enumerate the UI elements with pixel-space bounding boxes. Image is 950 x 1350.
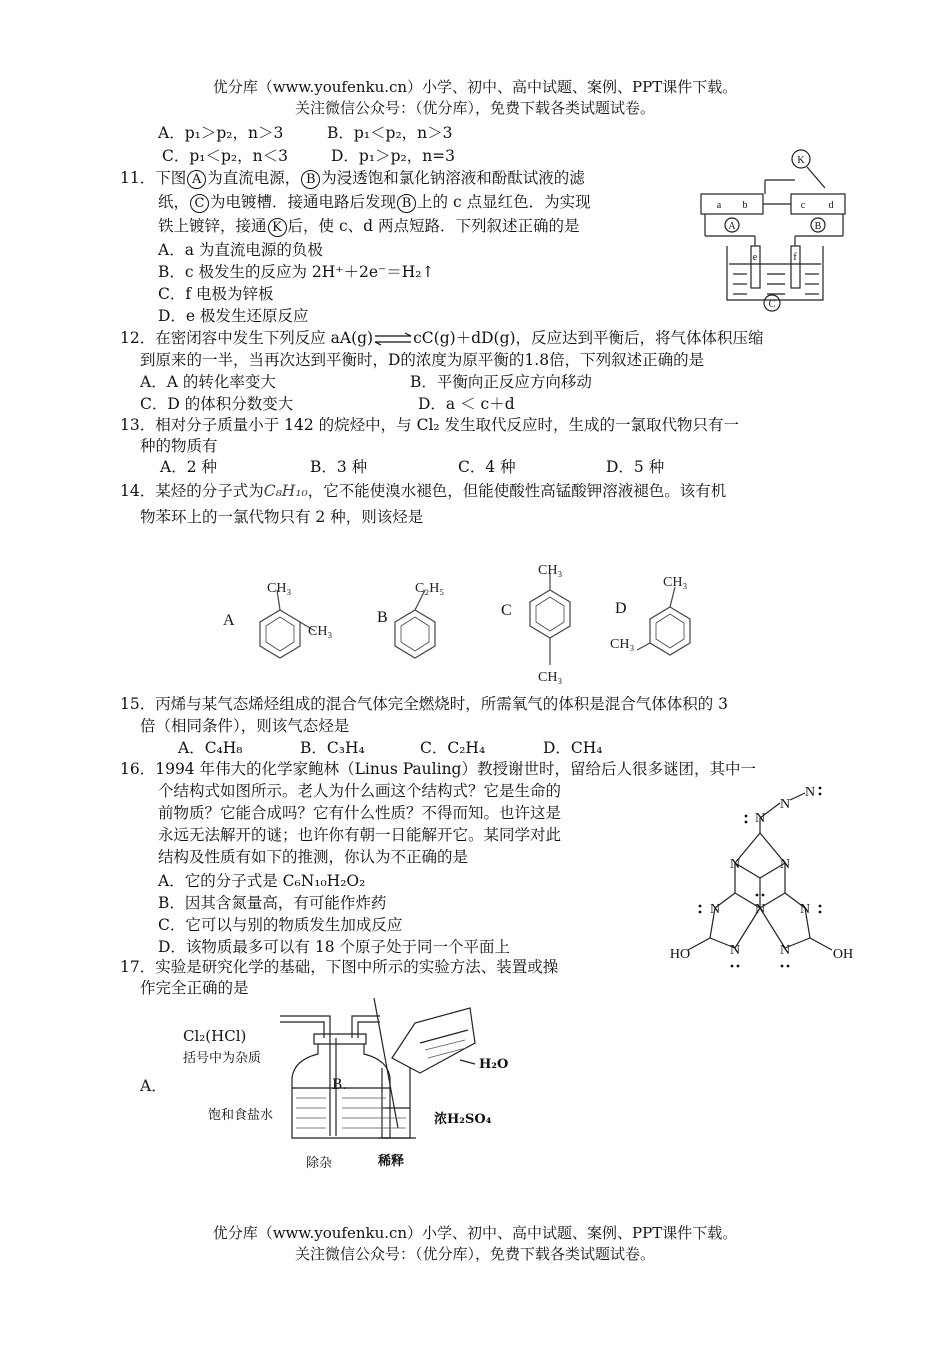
q16-option-d: D．该物质最多可以有 18 个原子处于同一个平面上 bbox=[158, 938, 511, 956]
q17-caption-dilute: 稀释 bbox=[378, 1154, 405, 1169]
q13-option-a: A．2 种 bbox=[160, 458, 217, 476]
q17-water-label: H₂O bbox=[479, 1057, 509, 1072]
diagram-k: K bbox=[797, 155, 805, 166]
q13-option-d: D．5 种 bbox=[606, 458, 665, 476]
diagram-b: b bbox=[742, 200, 748, 211]
q13-option-b: B．3 种 bbox=[310, 458, 368, 476]
q16-option-c: C．它可以与别的物质发生加成反应 bbox=[158, 916, 403, 934]
group-a-1: CH₃ bbox=[267, 581, 292, 596]
atom-oh: OH bbox=[832, 947, 854, 962]
q10-option-c: C．p₁＜p₂，n＜3 bbox=[162, 147, 288, 165]
q15-option-c: C．C₂H₄ bbox=[420, 739, 486, 757]
atom-n-9: N bbox=[779, 797, 791, 812]
q13-option-c: C．4 种 bbox=[458, 458, 516, 476]
q17-gas-label: Cl₂(HCl) bbox=[183, 1027, 247, 1045]
structure-label-c: C bbox=[501, 602, 512, 619]
atom-n-7: N bbox=[729, 943, 741, 958]
q11-line-3: 铁上镀锌，接通 K 后，使 c、d 两点短路．下列叙述正确的是 bbox=[158, 217, 580, 235]
pauling-structure bbox=[660, 778, 860, 974]
q10-option-d: D．p₁＞p₂，n=3 bbox=[331, 147, 456, 165]
q15-line-2: 倍（相同条件），则该气态烃是 bbox=[140, 717, 350, 735]
q16-line-1: 16．1994 年伟大的化学家鲍林（Linus Pauling）教授谢世时，留给后人很多谜团，其中一 bbox=[120, 760, 756, 778]
q16-line-2: 个结构式如图所示。老人为什么画这个结构式？它是生命的 bbox=[158, 782, 562, 800]
atom-n-10: N bbox=[804, 785, 816, 800]
atom-n-8: N bbox=[779, 943, 791, 958]
diagram-f: f bbox=[793, 252, 797, 263]
q10-option-a: A．p₁＞p₂，n＞3 bbox=[158, 124, 284, 142]
q15-option-d: D．CH₄ bbox=[543, 739, 603, 757]
q12-option-d: D．a ＜ c＋d bbox=[418, 395, 515, 413]
diagram-a: a bbox=[716, 200, 722, 211]
diagram-paper-b: B bbox=[814, 221, 822, 232]
q12-option-c: C．D 的体积分数变大 bbox=[140, 395, 294, 413]
footer-line-2: 关注微信公众号：（优分库），免费下载各类试题试卷。 bbox=[294, 1245, 655, 1263]
q17-line-2: 作完全正确的是 bbox=[140, 979, 249, 997]
q11-line-1: 11．下图 A 为直流电源， B 为浸透饱和氯化钠溶液和酚酞试液的滤 bbox=[120, 169, 585, 187]
q13-line-1: 13．相对分子质量小于 142 的烷烃中，与 Cl₂ 发生取代反应时，生成的一氯取代物只有一 bbox=[120, 416, 740, 434]
diagram-e: e bbox=[752, 252, 758, 263]
circle-label-k: K bbox=[268, 218, 287, 237]
q14-line-1: 14．某烃的分子式为C₈H₁₀，它不能使溴水褪色，但能使酸性高锰酸钾溶液褪色。该有机 bbox=[120, 482, 727, 500]
q17-label-b: B． bbox=[332, 1077, 357, 1093]
q17-impurity-note: 括号中为杂质 bbox=[183, 1051, 262, 1066]
circle-label-b: B bbox=[301, 170, 320, 189]
q17-solution-label: 饱和食盐水 bbox=[208, 1108, 274, 1123]
q12-line-2: 到原来的一半，当再次达到平衡时，D的浓度为原平衡的1.8倍，下列叙述正确的是 bbox=[140, 351, 705, 369]
equilibrium-arrows-icon bbox=[373, 332, 413, 346]
atom-n-3: N bbox=[779, 857, 791, 872]
q11-line-2: 纸， C 为电镀槽．接通电路后发现 B 上的 c 点显红色．为实现 bbox=[158, 193, 591, 211]
atom-n-6: N bbox=[799, 902, 811, 917]
structure-label-b: B bbox=[377, 609, 388, 626]
q10-option-b: B．p₁＜p₂，n＞3 bbox=[327, 124, 453, 142]
atom-n-2: N bbox=[729, 857, 741, 872]
q17-line-1: 17．实验是研究化学的基础，下图中所示的实验方法、装置或操 bbox=[120, 958, 559, 976]
footer-line-1: 优分库（www.youfenku.cn）小学、初中、高中试题、案例、PPT课件下载。 bbox=[212, 1224, 738, 1242]
atom-n-5: N bbox=[709, 902, 721, 917]
diagram-d: d bbox=[828, 200, 834, 211]
group-a-2: CH₃ bbox=[308, 624, 333, 639]
q15-line-1: 15．丙烯与某气态烯烃组成的混合气体完全燃烧时，所需氧气的体积是混合气体体积的 3 bbox=[120, 695, 729, 713]
atom-ho: HO bbox=[669, 947, 691, 962]
group-c-2: CH₃ bbox=[538, 670, 563, 685]
group-d-1: CH₃ bbox=[663, 575, 688, 590]
circuit-diagram bbox=[695, 148, 855, 314]
q12-option-a: A．A 的转化率变大 bbox=[140, 373, 276, 391]
q14-formula: C₈H₁₀ bbox=[263, 482, 308, 500]
atom-n-4: N bbox=[754, 902, 766, 917]
q16-line-3: 前物质？它能合成吗？它有什么性质？不得而知。也许这是 bbox=[158, 804, 562, 822]
circle-label-c: C bbox=[190, 194, 209, 213]
q16-line-5: 结构及性质有如下的推测，你认为不正确的是 bbox=[158, 848, 469, 866]
q11-option-b: B．c 极发生的反应为 2H⁺＋2e⁻＝H₂↑ bbox=[158, 263, 435, 281]
q17-caption-purify: 除杂 bbox=[306, 1156, 333, 1171]
q17-label-a: A． bbox=[140, 1077, 167, 1095]
q14-line-2: 物苯环上的一氯代物只有 2 种，则该烃是 bbox=[140, 508, 424, 526]
circle-label-a: A bbox=[187, 170, 206, 189]
group-d-2: CH₃ bbox=[610, 637, 635, 652]
atom-n-1: N bbox=[754, 811, 766, 826]
q13-line-2: 种的物质有 bbox=[140, 437, 218, 455]
q16-option-a: A．它的分子式是 C₆N₁₀H₂O₂ bbox=[158, 872, 366, 890]
q11-option-a: A．a 为直流电源的负极 bbox=[158, 241, 323, 259]
group-c-1: CH₃ bbox=[538, 563, 563, 578]
diagram-source-a: A bbox=[728, 221, 736, 232]
q12-line-1: 12．在密闭容中发生下列反应 aA(g) cC(g)＋dD(g)，反应达到平衡后，将气体体积压缩 bbox=[120, 329, 764, 347]
q11-option-d: D．e 极发生还原反应 bbox=[158, 307, 309, 325]
q16-option-b: B．因其含氮量高，有可能作炸药 bbox=[158, 894, 387, 912]
q17-apparatus bbox=[270, 998, 520, 1148]
circle-label-b2: B bbox=[397, 194, 416, 213]
q12-option-b: B．平衡向正反应方向移动 bbox=[410, 373, 592, 391]
header-line-2: 关注微信公众号：（优分库），免费下载各类试题试卷。 bbox=[294, 99, 655, 117]
q15-option-b: B．C₃H₄ bbox=[300, 739, 365, 757]
group-b: C₂H₅ bbox=[415, 581, 445, 596]
diagram-c: c bbox=[800, 200, 806, 211]
q11-option-c: C．f 电极为锌板 bbox=[158, 285, 274, 303]
header-line-1: 优分库（www.youfenku.cn）小学、初中、高中试题、案例、PPT课件下载。 bbox=[212, 78, 738, 96]
q16-line-4: 永远无法解开的谜；也许你有朝一日能解开它。某同学对此 bbox=[158, 826, 562, 844]
structure-label-d: D bbox=[615, 600, 627, 617]
q14-structures bbox=[215, 555, 715, 690]
q15-option-a: A．C₄H₈ bbox=[178, 739, 243, 757]
structure-label-a: A bbox=[223, 612, 235, 629]
q17-acid-label: 浓H₂SO₄ bbox=[434, 1112, 492, 1127]
diagram-tank-c: C bbox=[768, 299, 776, 310]
